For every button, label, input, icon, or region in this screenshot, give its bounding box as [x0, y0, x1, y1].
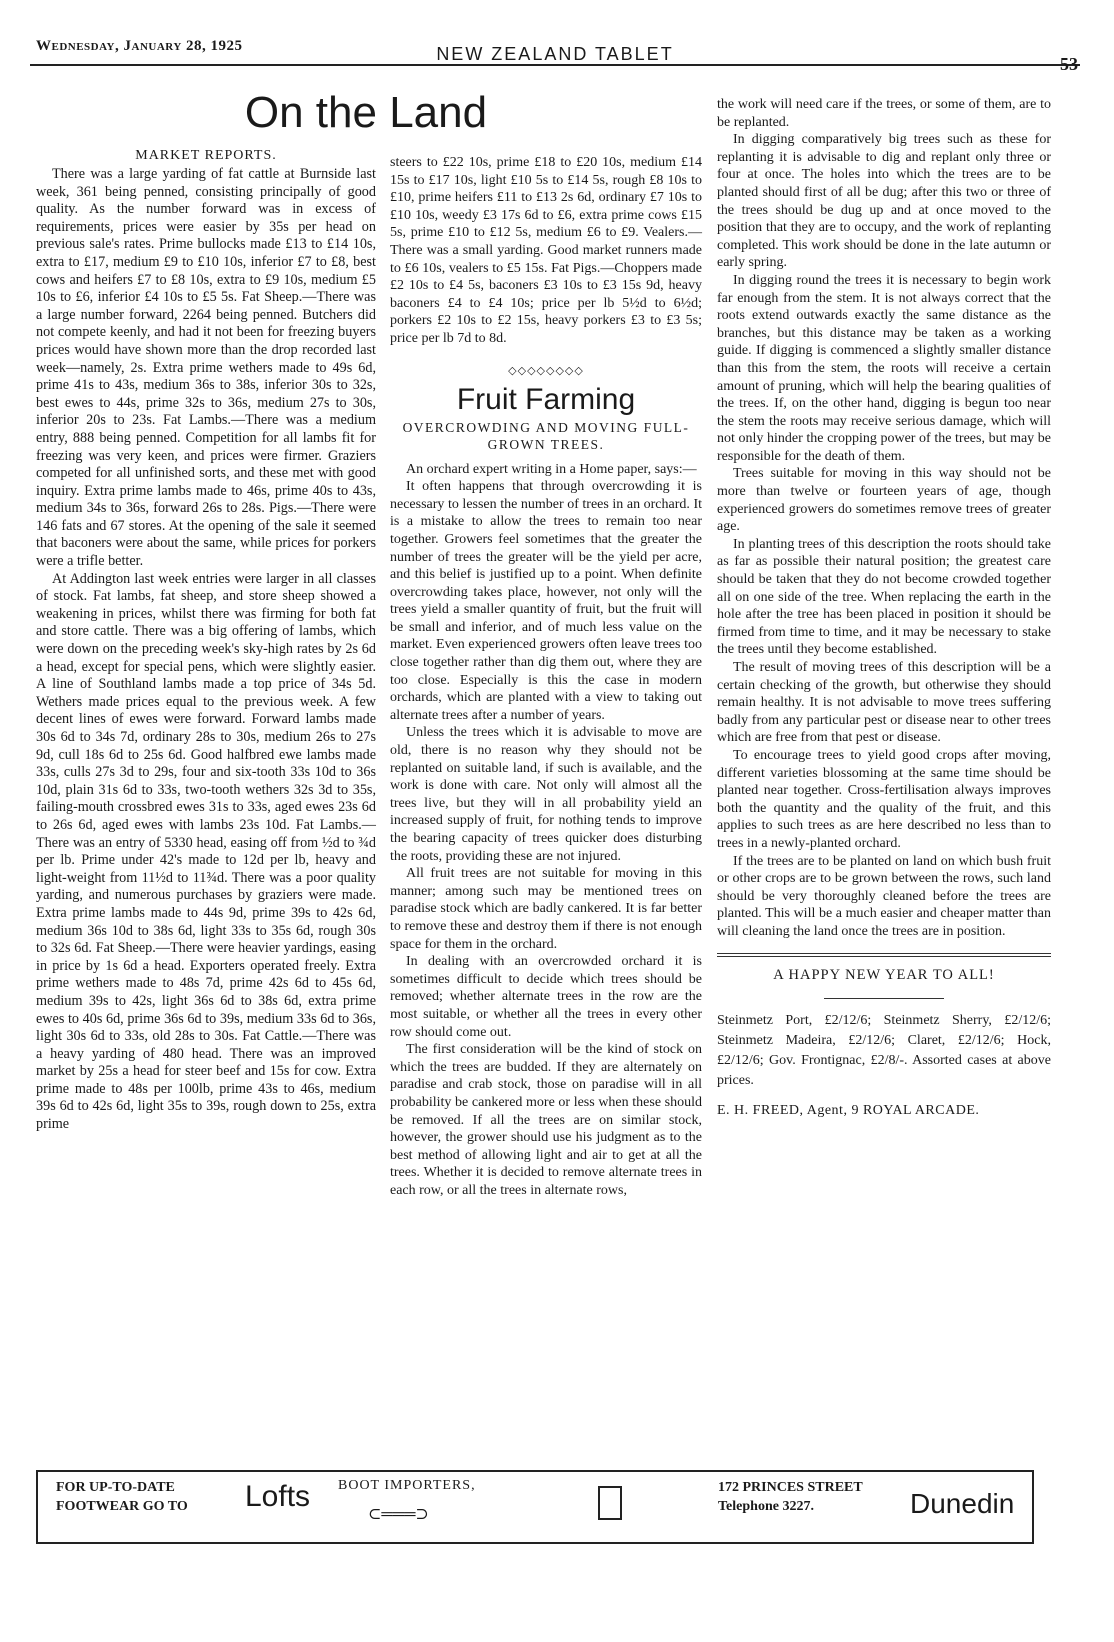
blank-box-icon	[598, 1486, 622, 1520]
issue-date: Wednesday, January 28, 1925	[36, 38, 243, 54]
advert-signature: E. H. FREED, Agent, 9 ROYAL ARCADE.	[717, 1102, 980, 1118]
footer-tagline-line1: FOR UP-TO-DATE	[56, 1480, 175, 1495]
section-headline: On the Land	[244, 88, 488, 137]
footer-tagline-line2: FOOTWEAR GO TO	[56, 1499, 188, 1514]
fruit-paragraph: The first consideration will be the kind of stock on which the trees are budded. If they are alternately on paradise and crab stock, those on paradise will in all probability be cankered more or less when these should be removed. If all the trees are on similar stock, however, the grower should use his judgment as to the best method of allowing light and air to get at all the trees. Whether it is decided to remove alternate trees in each row, or all the trees in alternate rows,	[390, 1042, 702, 1198]
column-2	[390, 154, 702, 1199]
advert-rule	[824, 998, 944, 999]
fruit-paragraph: The result of moving trees of this description will be a certain checking of the growth, but otherwise they should remain healthy. It is not advisable to move trees suffering badly from any particular pest or disease near to other trees which are free from that pest or disease.	[717, 660, 1051, 746]
footer-telephone: Telephone 3227.	[718, 1499, 814, 1514]
footer-advertisement	[36, 1470, 1034, 1544]
fruit-paragraph: In digging comparatively big trees such as these for replanting it is advisable to dig and replant only three or four at once. The holes into which the trees are to be planted should first of all be dug; after this two or three of the trees should be dug up and at once moved to the position that they are to occupy, and the work of replanting completed. This work should be done in the late autumn or early spring.	[717, 132, 1051, 271]
advert-body: Steinmetz Port, £2/12/6; Steinmetz Sherry, £2/12/6; Steinmetz Madeira, £2/12/6; Claret, £2/12/6; Hock, £2/12/6; Gov. Frontignac, £2/8/-. Assorted cases at above prices.	[717, 1012, 1051, 1088]
publication-title: NEW ZEALAND TABLET	[436, 44, 674, 64]
shoe-icon: ⊂═══⊃	[368, 1506, 429, 1523]
footer-tagline	[56, 1478, 188, 1516]
footer-city: Dunedin	[910, 1488, 1015, 1519]
market-reports-heading: MARKET REPORTS.	[135, 148, 277, 163]
fruit-paragraph: Trees suitable for moving in this way should not be more than twelve or fourteen years of age, though experienced growers do sometimes remove trees of greater age.	[717, 466, 1051, 535]
market-paragraph: At Addington last week entries were larger in all classes of stock. Fat lambs, fat sheep, and store sheep showed a weakening in prices, whilst there was firming for both fat and store cattle. There was a big offering of lambs, which were down on the preceding week's sky-high rates by 2s 6d a head, except for special pens, which were slightly easier. A line of Southland lambs made a top price of 34s 5d. Wethers made prices equal to the previous week. A few decent lines of ewes were forward. Forward lambs made 30s 6d to 34s 7d, ordinary 28s to 30s, medium 26s to 27s 9d, cull 18s 6d to 25s 6d. Good halfbred ewe lambs made 33s, culls 27s 3d to 29s, four and six-tooth 33s 10d to 36s 10d, plain 31s 6d to 33s, two-tooth wethers 32s 3d to 35s, failing-mouth crossbred ewes 31s to 33s, aged ewes 23s 6d to 26s 6d, aged ewes with lambs 23s 10d. Fat Lambs.—There was an entry of 5330 head, easing off from ½d to ¾d per lb. Prime under 42's made to 12d per lb, heavy and light-weight from 11½d to 11¾d. There was a poor quality yarding, and numerous purchases by graziers were made. Extra prime lambs made to 44s 9d, prime 39s to 42s 6d, medium 36s 10d to 38s 6d, light 33s to 35s 6d, rough 30s to 32s 6d. Fat Sheep.—There were heavier yardings, easing in price by 1s 6d a head. Exporters operated freely. Extra prime wethers made to 48s 7d, prime 42s 6d to 45s 6d, medium 39s to 42s, light 36s 6d to 38s 6d, extra prime ewes to 40s 6d, prime 36s 6d to 39s, medium 33s 6d to 36s, light 30s 6d to 33s, old 28s to 30s. Fat Cattle.—There was a heavy yarding of 480 head. There was an improved market by 25s a head for steer beef and 15s for cow. Extra prime made to 48s per 100lb, prime 43s to 46s, medium 39s 6d to 42s 6d, light 35s to 39s, rough down to 25s, extra prime	[36, 570, 376, 1133]
fruit-paragraph: All fruit trees are not suitable for moving in this manner; among such may be mentioned trees on paradise stock which are badly cankered. It is far better to remove these and destroy them if there is not enough space for them in the orchard.	[390, 866, 702, 952]
fruit-paragraph: Unless the trees which it is advisable to move are old, there is no reason why they should not be replanted on suitable land, if such is available, and the work is done with care. Not only will almost all the trees live, but they will in all probability yield an increased supply of fruit, for nothing tends to improve the bearing capacity of trees quicker does disturbing the roots, providing these are not injured.	[390, 725, 702, 864]
footer-street: 172 PRINCES STREET	[718, 1480, 863, 1495]
column-1	[36, 148, 376, 1134]
fruit-paragraph: In digging round the trees it is necessary to begin work far enough from the stem. It is not always correct that the roots extend outwards exactly the same distance as the branches, but this distance may be taken as a working guide. If digging is commenced a slightly smaller distance than this from the stem, the roots will receive a certain amount of pruning, which will help the bearing qualities of the trees. If, on the other hand, digging is begun too near the stem the roots may receive serious damage, which will not only hinder the cropping power of the trees, but may be responsible for the death of them.	[717, 272, 1051, 464]
fruit-subheading: OVERCROWDING AND MOVING FULL-GROWN TREES.	[402, 419, 690, 452]
fruit-paragraph: If the trees are to be planted on land on which bush fruit or other crops are to be grown between the rows, such land should be very thoroughly cleaned before the trees are planted. This will be a much easier and cheaper matter than will cleaning the land once the trees are in position.	[717, 853, 1051, 939]
fruit-paragraph: the work will need care if the trees, or some of them, are to be replanted.	[717, 97, 1051, 130]
market-paragraph: There was a large yarding of fat cattle at Burnside last week, 361 being penned, consisting principally of good quality. As the number forward was in excess of requirements, prices were easier by 35s per head on previous sale's rates. Prime bullocks made £13 to £14 10s, extra to £17, medium £9 to £10 10s, inferior £7 to £8, best cows and heifers £7 to £8 10s, extra to £9 10s, medium £5 10s to £6, inferior £4 10s to £5 5s. Fat Sheep.—There was a large number forward, 2264 being penned. Butchers did not compete keenly, and had it not been for freezing buyers prices would have shown more than the drop recorded last week—namely, 2s. Extra prime wethers made to 49s 6d, prime 41s to 43s, medium 36s to 38s, inferior 30s to 32s, best ewes to 44s, prime 32s to 36s, medium 27s to 30s, inferior 20s to 23s. Fat Lambs.—There was a medium entry, 888 being penned. Competition for all lambs fit for freezing was very keen, and prices were firmer. Graziers competed for all unfinished sorts, and these met with good inquiry. Extra prime lambs made to 46s, prime 40s to 43s, medium 34s to 36s, forward 26s to 28s. Pigs.—There were 146 fats and 67 stores. At the opening of the sale it seemed that baconers were about the same, while prices for porkers were a trifle better.	[36, 166, 376, 570]
fruit-paragraph: To encourage trees to yield good crops after moving, different varieties blossoming at the same time should be planted near together. Cross-fertilisation always improves both the quantity and the quality of the fruit, and this applies to such trees as are here described no less than to trees in a newly-planted orchard.	[717, 747, 1051, 851]
advert-divider	[717, 953, 1051, 957]
page-number: 53	[1060, 54, 1078, 74]
column-3	[717, 96, 1051, 1119]
footer-brand: Lofts	[245, 1480, 311, 1513]
masthead	[30, 38, 1080, 74]
fruit-farming-heading: Fruit Farming	[456, 382, 636, 416]
fruit-paragraph: In planting trees of this description the roots should take as far as possible their natural position; the greatest care should be taken that they do not become crowded together all on one side of the tree. When replacing the earth in the hole after the tree has been placed in position it should be firmed from time to time, and it may be necessary to stake the trees until they become established.	[717, 536, 1051, 658]
footer-boot-importers: BOOT IMPORTERS,	[338, 1478, 476, 1493]
ornament-divider: ◇◇◇◇◇◇◇◇	[508, 364, 584, 377]
footer-address	[718, 1478, 863, 1516]
market-continued-paragraph: steers to £22 10s, prime £18 to £20 10s, medium £14 15s to £17 10s, light £10 5s to £14 5s, rough £8 10s to £10, prime heifers £11 to £13 2s 6d, ordinary £7 10s to £10 10s, weedy £3 17s 6d to £6, extra prime cows £15 5s, prime £10 to £12 5s, medium £6 to £9. Vealers.—There was a small yarding. Good market runners made to £6 10s, vealers to £5 15s. Fat Pigs.—Choppers made £2 10s to £4 5s, baconers £3 10s to £3 15s 9d, heavy baconers £4 to £4 10s; price per lb 5½d to 6½d; porkers £2 10s to £2 15s, heavy porkers £3 to £3 5s; price per lb 7d to 8d.	[390, 155, 702, 346]
fruit-paragraph: In dealing with an overcrowded orchard it is sometimes difficult to decide which trees should be removed; whether alternate trees in the row are the most suitable, or whether all the trees in every other row should come out.	[390, 954, 702, 1040]
advert-heading: A HAPPY NEW YEAR TO ALL!	[773, 966, 995, 983]
fruit-paragraph: It often happens that through overcrowding it is necessary to lessen the number of trees in an orchard. It is a mistake to allow the trees to remain too near together. Growers feel sometimes that the greater the number of trees the greater will be the yield per acre, and this belief is justified up to a point. When definite overcrowding takes place, however, not only will the trees yield a smaller quantity of fruit, but the fruit will be small and inferior, and of much less value on the market. Even experienced growers often leave trees too close together rather than dig them out, where they are too close. Especially is this the case in modern orchards, which are planted with a view to taking out alternate trees after a number of years.	[390, 479, 702, 723]
fruit-paragraph: An orchard expert writing in a Home paper, says:—	[406, 461, 697, 477]
